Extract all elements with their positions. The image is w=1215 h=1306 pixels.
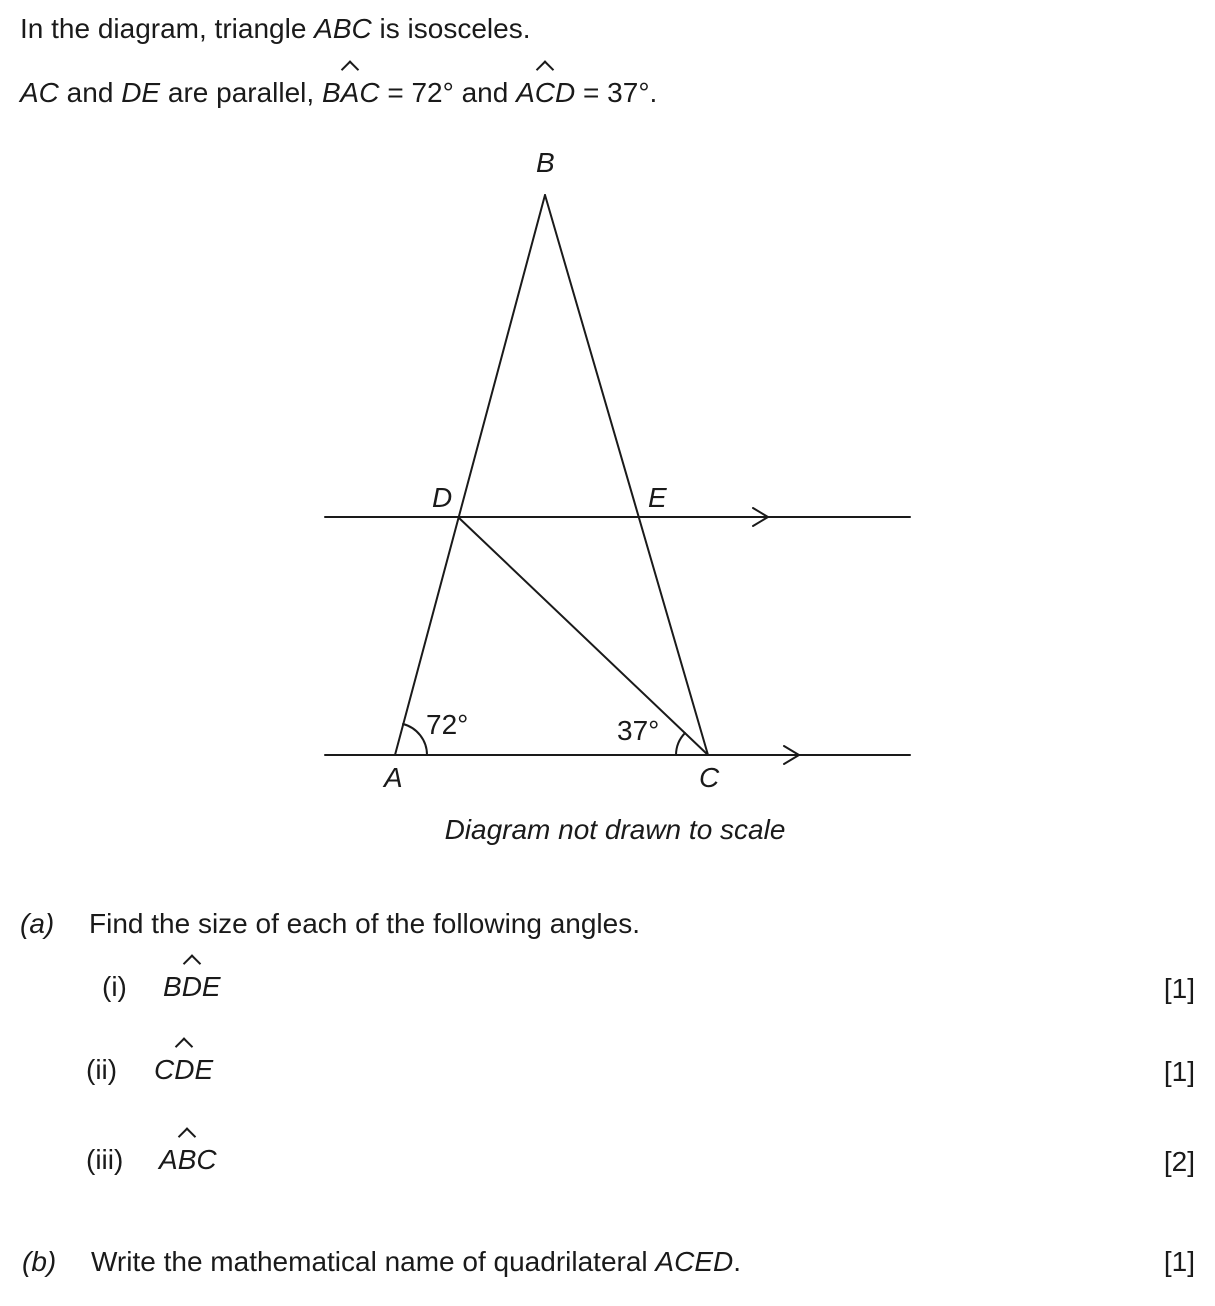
quadrilateral-name: ACED bbox=[655, 1246, 734, 1277]
angle-cde: CDE bbox=[154, 1054, 214, 1085]
line-dc bbox=[458, 517, 708, 755]
marks-b: [1] bbox=[1163, 1246, 1195, 1277]
angle-acd: ACD bbox=[516, 77, 576, 108]
and-text: and bbox=[58, 77, 122, 108]
angle-label-c: 37° bbox=[617, 715, 660, 746]
parallel-text: are parallel, bbox=[160, 77, 322, 108]
question-b-label: (b) bbox=[22, 1246, 57, 1277]
triangle-name: ABC bbox=[314, 13, 372, 44]
marks-i: [1] bbox=[1163, 973, 1195, 1004]
point-label-d: D bbox=[432, 482, 453, 513]
part-ii-label: (ii) bbox=[86, 1054, 118, 1085]
point-label-c: C bbox=[699, 762, 720, 793]
angle-bac-value: = 72° and bbox=[379, 77, 517, 108]
point-label-b: B bbox=[536, 147, 555, 178]
marks-ii: [1] bbox=[1163, 1056, 1195, 1087]
question-a-text: Find the size of each of the following angles. bbox=[89, 908, 641, 939]
angle-arc-c bbox=[676, 733, 685, 755]
intro-text-pre: In the diagram, triangle bbox=[20, 13, 315, 44]
part-iii-label: (iii) bbox=[86, 1144, 124, 1175]
angle-abc: ABC bbox=[159, 1144, 217, 1175]
question-b-text: Write the mathematical name of quadrilateral ACED. bbox=[91, 1246, 741, 1277]
side-bc bbox=[545, 195, 708, 755]
angle-label-a: 72° bbox=[426, 709, 469, 740]
marks-iii: [2] bbox=[1163, 1146, 1195, 1177]
angle-bde: BDE bbox=[163, 971, 221, 1002]
diagram-caption: Diagram not drawn to scale bbox=[444, 814, 786, 845]
angle-acd-value: = 37°. bbox=[575, 77, 658, 108]
line-ac: AC bbox=[20, 77, 59, 108]
part-i-label: (i) bbox=[102, 971, 127, 1002]
side-ab bbox=[395, 195, 545, 755]
point-label-a: A bbox=[384, 762, 403, 793]
angle-bac: BAC bbox=[321, 77, 380, 108]
question-a-label: (a) bbox=[20, 908, 55, 939]
line-de: DE bbox=[121, 77, 161, 108]
point-label-e: E bbox=[648, 482, 667, 513]
intro-text-post: is isosceles. bbox=[371, 13, 531, 44]
angle-arc-a bbox=[403, 724, 427, 755]
